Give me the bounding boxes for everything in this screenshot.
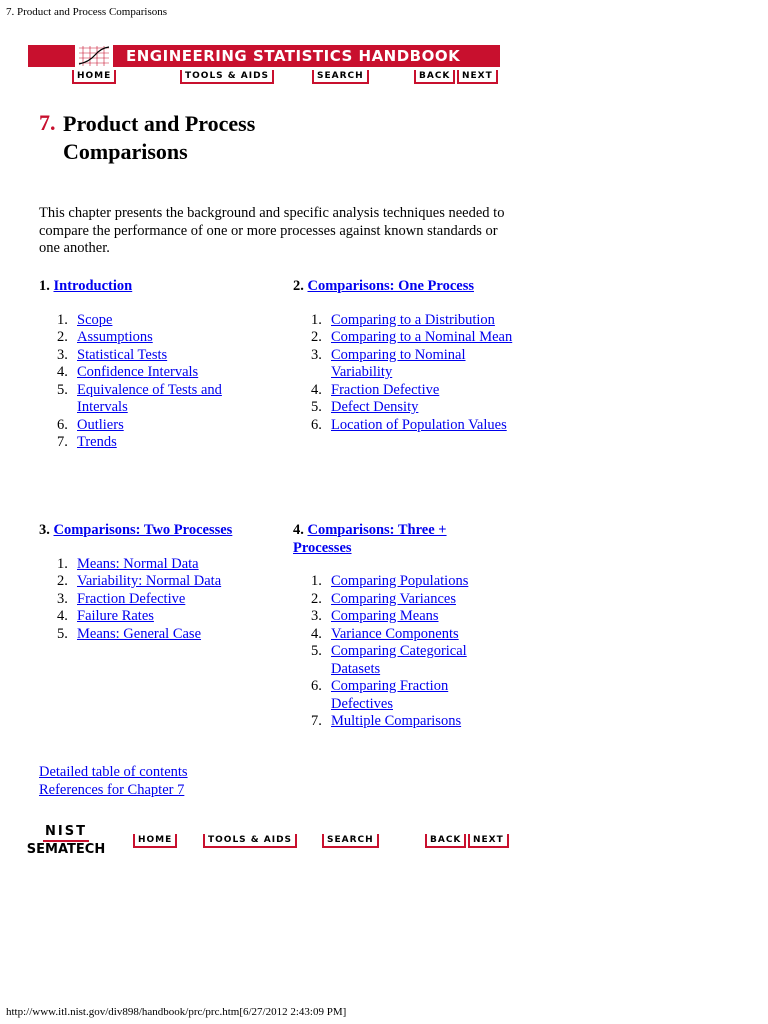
- list-item: [39, 556, 289, 574]
- list-item: [293, 347, 511, 382]
- section-number: 4.: [293, 522, 304, 538]
- item-number: 4.: [57, 608, 68, 624]
- section-number: 2.: [293, 278, 304, 294]
- item-link[interactable]: Defect Density: [331, 399, 419, 415]
- item-link[interactable]: Comparing to a Nominal Mean: [331, 329, 513, 345]
- item-number: 1.: [311, 573, 322, 589]
- list-item: [39, 417, 289, 435]
- nav-tools-button[interactable]: TOOLS & AIDS: [180, 70, 274, 84]
- list-item: [293, 643, 516, 678]
- footer-next-button[interactable]: NEXT: [468, 834, 509, 848]
- item-link[interactable]: Scope: [77, 311, 113, 328]
- section-heading: [39, 278, 289, 296]
- section-three-processes: [293, 522, 493, 731]
- graph-logo-icon: [74, 45, 114, 67]
- section-item-list: [293, 312, 523, 435]
- bottom-links: [39, 764, 188, 799]
- section-link-one-process[interactable]: Comparisons: One Process: [307, 278, 474, 294]
- intro-paragraph: This chapter presents the background and specific analysis techniques needed to compare the performance of one or more processes against known standards or one another.: [39, 205, 505, 256]
- list-item: [293, 417, 511, 435]
- list-item: [39, 312, 289, 330]
- footer-search-button[interactable]: SEARCH: [322, 834, 379, 848]
- item-number: 2.: [311, 329, 322, 345]
- section-one-process: [293, 278, 523, 434]
- item-number: 6.: [57, 416, 68, 433]
- item-number: 4.: [311, 625, 322, 642]
- item-link[interactable]: Location of Population Values: [331, 416, 507, 433]
- item-link[interactable]: Comparing Variances: [331, 590, 456, 607]
- list-item: [39, 329, 289, 347]
- item-number: 3.: [311, 608, 322, 624]
- banner-title: ENGINEERING STATISTICS HANDBOOK: [126, 47, 461, 65]
- section-heading: [39, 522, 289, 540]
- section-number: 1.: [39, 278, 50, 294]
- list-item: [39, 626, 289, 644]
- item-number: 3.: [57, 590, 68, 607]
- nist-sematech-logo[interactable]: [26, 824, 106, 858]
- item-link[interactable]: Comparing to a Distribution: [331, 311, 495, 328]
- list-item: [39, 573, 289, 591]
- item-number: 7.: [57, 434, 68, 450]
- page-title: Product and Process Comparisons: [63, 111, 256, 164]
- item-number: 5.: [57, 381, 68, 398]
- nav-search-button[interactable]: SEARCH: [312, 70, 369, 84]
- section-number: 3.: [39, 522, 50, 538]
- item-link[interactable]: Comparing Populations: [331, 573, 469, 589]
- item-link[interactable]: Comparing Categorical Datasets: [331, 643, 467, 677]
- item-number: 2.: [311, 590, 322, 607]
- list-item: [293, 312, 523, 330]
- toc-link[interactable]: Detailed table of contents: [39, 764, 188, 780]
- item-number: 3.: [311, 346, 322, 363]
- sematech-logo-text: SEMATECH: [26, 842, 106, 857]
- list-item: [39, 347, 289, 365]
- footer-home-button[interactable]: HOME: [133, 834, 177, 848]
- item-link[interactable]: Means: Normal Data: [77, 555, 199, 572]
- footer-back-button[interactable]: BACK: [425, 834, 466, 848]
- item-link[interactable]: Assumptions: [77, 329, 153, 345]
- list-item: [39, 364, 289, 382]
- page-header-title: 7. Product and Process Comparisons: [6, 6, 168, 18]
- item-link[interactable]: Equivalence of Tests and Intervals: [77, 381, 222, 415]
- nav-next-button[interactable]: NEXT: [457, 70, 498, 84]
- item-number: 3.: [57, 346, 68, 363]
- item-link[interactable]: Comparing Fraction Defectives: [331, 678, 449, 712]
- item-link[interactable]: Variability: Normal Data: [77, 573, 222, 589]
- item-number: 5.: [57, 625, 68, 642]
- handbook-banner[interactable]: [28, 45, 500, 67]
- item-link[interactable]: Variance Components: [331, 625, 459, 642]
- section-two-processes: [39, 522, 289, 643]
- chapter-number: 7.: [39, 110, 56, 135]
- item-number: 6.: [311, 416, 322, 433]
- section-item-list: [39, 556, 289, 644]
- nav-home-button[interactable]: HOME: [72, 70, 116, 84]
- list-item: [293, 678, 501, 713]
- footer-tools-button[interactable]: TOOLS & AIDS: [203, 834, 297, 848]
- item-number: 7.: [311, 713, 322, 729]
- item-number: 1.: [57, 555, 68, 572]
- nav-back-button[interactable]: BACK: [414, 70, 455, 84]
- item-number: 5.: [311, 399, 322, 415]
- item-link[interactable]: Fraction Defective: [331, 381, 440, 398]
- list-item: [293, 713, 493, 731]
- references-link[interactable]: References for Chapter 7: [39, 781, 185, 798]
- item-number: 2.: [57, 329, 68, 345]
- section-introduction: [39, 278, 289, 452]
- item-number: 5.: [311, 643, 322, 659]
- list-item: [293, 591, 493, 609]
- item-link[interactable]: Statistical Tests: [77, 346, 168, 363]
- list-item: [39, 434, 289, 452]
- list-item: [39, 591, 289, 609]
- item-number: 6.: [311, 678, 322, 694]
- item-link[interactable]: Comparing Means: [331, 608, 439, 624]
- section-link-introduction[interactable]: Introduction: [53, 278, 133, 294]
- section-item-list: [39, 312, 289, 452]
- section-link-three-processes[interactable]: Comparisons: Three + Processes: [293, 522, 447, 556]
- nist-logo-text: NIST: [43, 824, 89, 842]
- list-item: [293, 608, 493, 626]
- page-footer-url: http://www.itl.nist.gov/div898/handbook/prc/prc.htm[6/27/2012 2:43:09 PM]: [6, 1006, 347, 1018]
- item-number: 1.: [311, 311, 322, 328]
- item-link[interactable]: Comparing to Nominal Variability: [331, 346, 466, 380]
- section-heading: [293, 278, 523, 296]
- list-item: [293, 329, 526, 347]
- section-item-list: [293, 573, 493, 731]
- item-link[interactable]: Fraction Defective: [77, 590, 186, 607]
- section-link-two-processes[interactable]: Comparisons: Two Processes: [53, 522, 233, 538]
- list-item: [293, 399, 523, 417]
- item-link[interactable]: Means: General Case: [77, 625, 202, 642]
- list-item: [39, 382, 272, 417]
- list-item: [39, 608, 289, 626]
- item-link[interactable]: Confidence Intervals: [77, 364, 199, 380]
- item-number: 4.: [311, 381, 322, 398]
- item-link[interactable]: Multiple Comparisons: [331, 713, 462, 729]
- item-number: 2.: [57, 573, 68, 589]
- item-link[interactable]: Outliers: [77, 416, 124, 433]
- list-item: [293, 626, 493, 644]
- item-link[interactable]: Trends: [77, 434, 117, 450]
- item-link[interactable]: Failure Rates: [77, 608, 154, 624]
- list-item: [293, 573, 493, 591]
- item-number: 4.: [57, 364, 68, 380]
- section-heading: [293, 522, 468, 557]
- list-item: [293, 382, 523, 400]
- item-number: 1.: [57, 311, 68, 328]
